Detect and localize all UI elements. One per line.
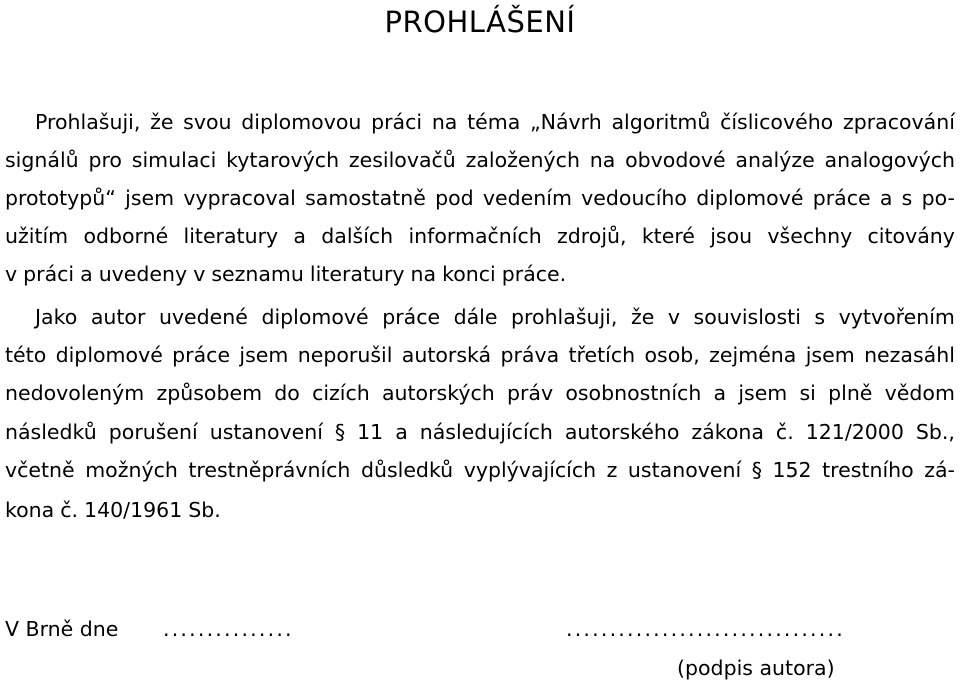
word: práva [500,343,560,367]
word: 152 [772,458,812,482]
text-line [5,146,955,174]
word: diplomovou [241,110,362,134]
word: signálů [5,148,79,172]
word: třetích [568,343,636,367]
word: autorských [381,381,495,405]
word: pod [435,186,474,210]
word: souvislosti [693,305,801,329]
date-dots: ............... [163,617,294,641]
word: diplomové [696,186,804,210]
word: obvodové [625,148,726,172]
word: prototypů“ [5,186,116,210]
word: s [901,186,913,210]
word: jsem [738,381,788,405]
word: práce. [501,262,567,286]
word: a [879,186,893,210]
word: ustanovení [209,420,323,444]
word: osobnostních [565,381,702,405]
word: literatury [309,262,405,286]
text-line [5,260,955,288]
word: zpracování [842,110,955,134]
word: všechny [767,224,853,248]
word: simulaci [131,148,217,172]
page-title: PROHLÁŠENÍ [384,5,576,39]
word: jsou [710,224,753,248]
word: svou [183,110,232,134]
word: 121/2000 [805,420,904,444]
word: č. [775,420,794,444]
word: následků [5,420,97,444]
word: 11 [357,420,384,444]
word: na [589,148,616,172]
word: že [150,110,174,134]
word: informačních [408,224,542,248]
word: užitím [5,224,69,248]
word: neporušil [297,343,393,367]
word: číslicového [720,110,834,134]
word: pro [88,148,122,172]
word: a [293,224,306,248]
word: založených [465,148,580,172]
word: které [641,224,695,248]
word: § [334,420,346,444]
word: vytvořením [838,305,955,329]
word: autorského [564,420,680,444]
word: diplomové [55,343,163,367]
word: zákona [691,420,764,444]
word: práci [371,110,423,134]
word: „Návrh [530,110,602,134]
word: po- [921,186,955,210]
text-line [5,418,955,446]
word: trestněprávních [188,458,351,482]
word: této [5,343,47,367]
word: citovány [867,224,955,248]
word: autor [90,305,146,329]
word: téma [467,110,521,134]
word: vědom [884,381,955,405]
text-line [5,379,955,407]
word: jsem [805,343,855,367]
word: vyplývajících [463,458,597,482]
word: porušení [108,420,198,444]
text-line [5,303,955,331]
text-line [5,108,955,136]
word: v [5,262,18,286]
word: nezasáhl [864,343,955,367]
word: kona [5,498,55,522]
word: a [80,262,93,286]
word: § [751,458,762,482]
word: následujících [419,420,553,444]
word: Jako [35,305,78,329]
text-line [5,456,955,484]
word: Prohlašuji, [35,110,141,134]
word: způsobem [156,381,263,405]
word: vedením [482,186,572,210]
word: zejména [709,343,797,367]
word: samostatně [305,186,426,210]
word: v [667,305,680,329]
word: na [431,110,458,134]
word: z [606,458,618,482]
word: včetně [5,458,75,482]
word: č. [60,498,79,522]
word: analýze [735,148,815,172]
word: a [713,381,727,405]
text-line [5,496,955,524]
word: 140/1961 [84,498,183,522]
word: na [410,262,437,286]
word: dalších [321,224,394,248]
word: seznamu [211,262,304,286]
word: uvedené [158,305,248,329]
word: práce [812,186,871,210]
word: si [799,381,816,405]
text-line [5,222,955,250]
word: konci [442,262,496,286]
word: plně [828,381,873,405]
word: Sb., [915,420,955,444]
word: Sb. [188,498,221,522]
word: důsledků [360,458,454,482]
signature-dots: ................................ [566,617,845,641]
word: vypracoval [183,186,296,210]
word: dále [453,305,498,329]
word: zdrojů, [557,224,627,248]
signature-label: (podpis autora) [677,656,835,680]
word: diplomové [261,305,369,329]
place-label: V Brně dne [5,617,119,641]
word: odborné [83,224,169,248]
word: zesilovačů [348,148,456,172]
word: zá- [924,458,955,482]
word: práv [506,381,554,405]
text-line [5,184,955,212]
word: ustanovení [627,458,742,482]
word: osob, [644,343,700,367]
word: kytarových [226,148,340,172]
word: analogových [824,148,955,172]
word: práce [382,305,441,329]
word: v [193,262,206,286]
word: do [274,381,300,405]
word: algoritmů [611,110,711,134]
text-line [5,341,955,369]
word: práce [172,343,231,367]
word: jsem [239,343,289,367]
word: trestního [822,458,914,482]
word: literatury [183,224,279,248]
word: a [395,420,408,444]
word: že [630,305,655,329]
word: cizích [312,381,370,405]
word: vedoucího [581,186,687,210]
word: uvedeny [98,262,188,286]
word: nedovoleným [5,381,145,405]
word: s [814,305,826,329]
word: práci [23,262,75,286]
word: prohlašuji, [511,305,618,329]
word: jsem [125,186,175,210]
word: autorská [401,343,492,367]
word: možných [85,458,178,482]
